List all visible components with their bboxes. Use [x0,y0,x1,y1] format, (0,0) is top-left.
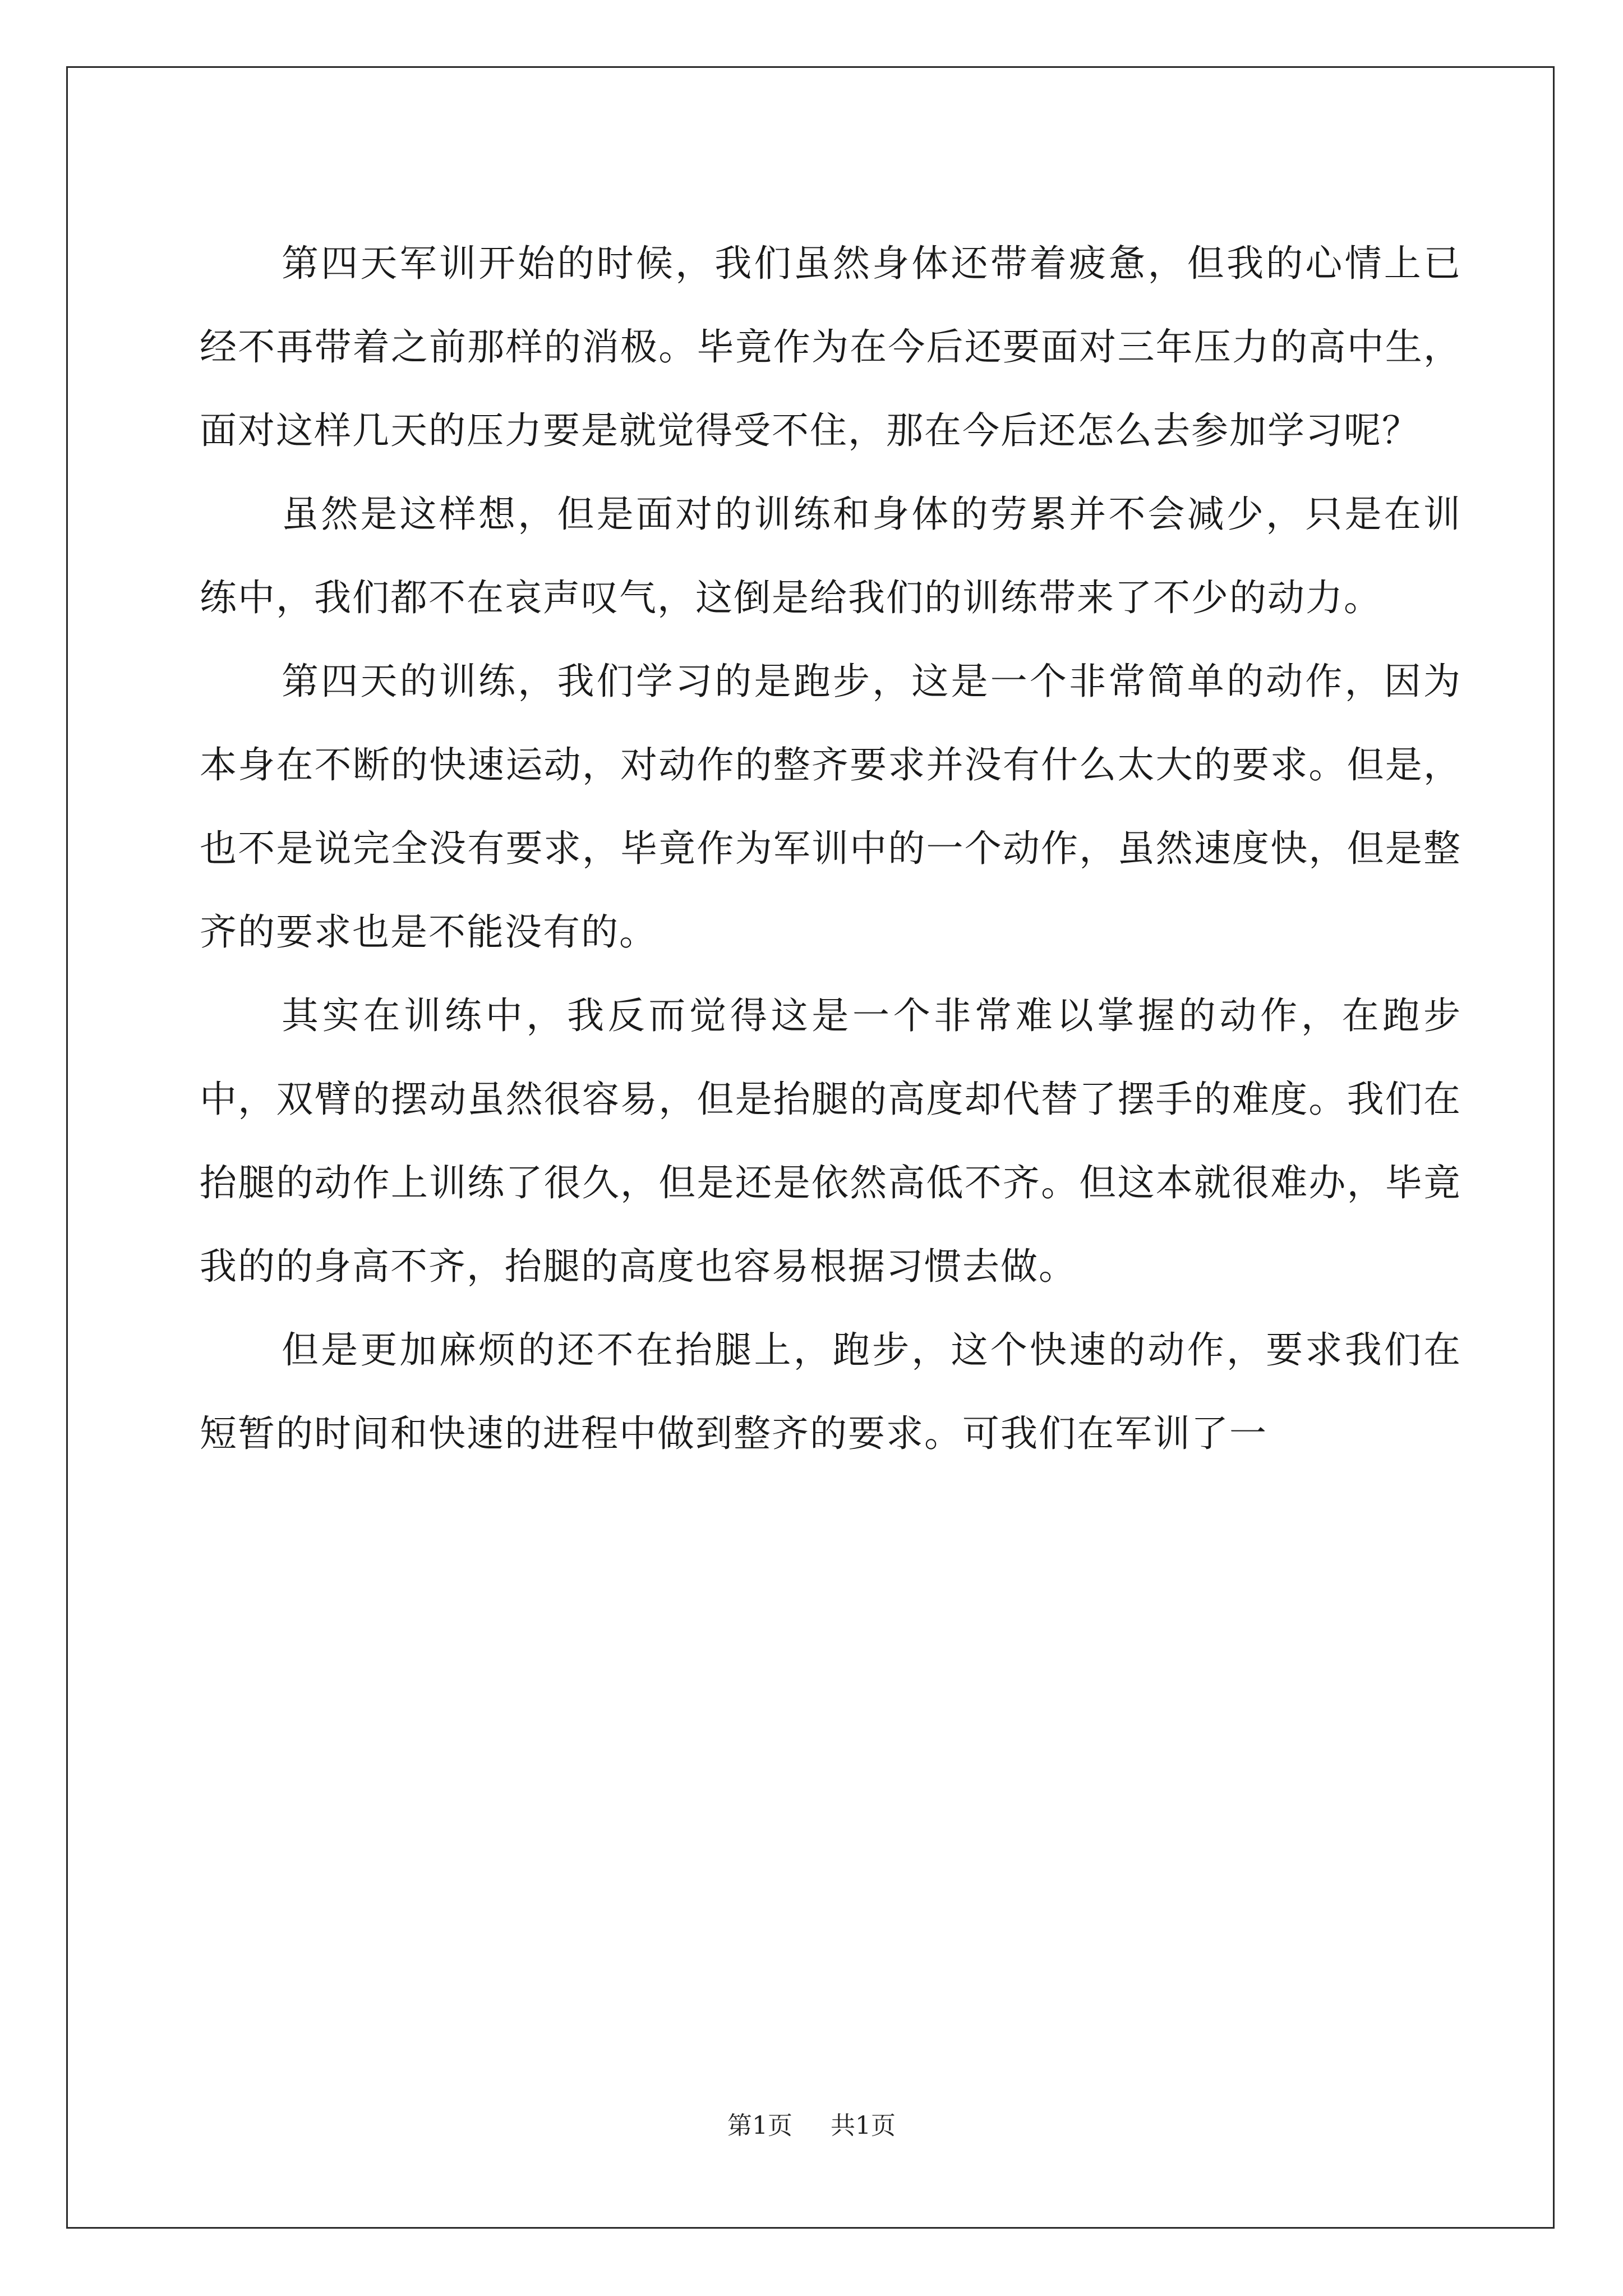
page-number-total: 共1页 [831,2111,896,2140]
page-footer [0,2109,1623,2143]
paragraph-2: 虽然是这样想，但是面对的训练和身体的劳累并不会减少，只是在训练中，我们都不在哀声叹气，这倒是给我们的训练带来了不少的动力。 [200,493,1461,619]
document-body [200,222,1461,1475]
paragraph-5: 但是更加麻烦的还不在抬腿上，跑步，这个快速的动作，要求我们在短暂的时间和快速的进程中做到整齐的要求。可我们在军训了一 [200,1328,1461,1455]
paragraph-1: 第四天军训开始的时候，我们虽然身体还带着疲惫，但我的心情上已经不再带着之前那样的消极。毕竟作为在今后还要面对三年压力的高中生，面对这样几天的压力要是就觉得受不住，那在今后还怎么去参加学习呢？ [200,242,1461,452]
paragraph-3: 第四天的训练，我们学习的是跑步，这是一个非常简单的动作，因为本身在不断的快速运动，对动作的整齐要求并没有什么太大的要求。但是，也不是说完全没有要求，毕竟作为军训中的一个动作，虽然速度快，但是整齐的要求也是不能没有的。 [200,660,1461,954]
paragraph-4: 其实在训练中，我反而觉得这是一个非常难以掌握的动作，在跑步中，双臂的摆动虽然很容易，但是抬腿的高度却代替了摆手的难度。我们在抬腿的动作上训练了很久，但是还是依然高低不齐。但这本就很难办，毕竟我的的身高不齐，抬腿的高度也容易根据习惯去做。 [200,994,1461,1288]
page-number-current: 第1页 [727,2111,792,2140]
